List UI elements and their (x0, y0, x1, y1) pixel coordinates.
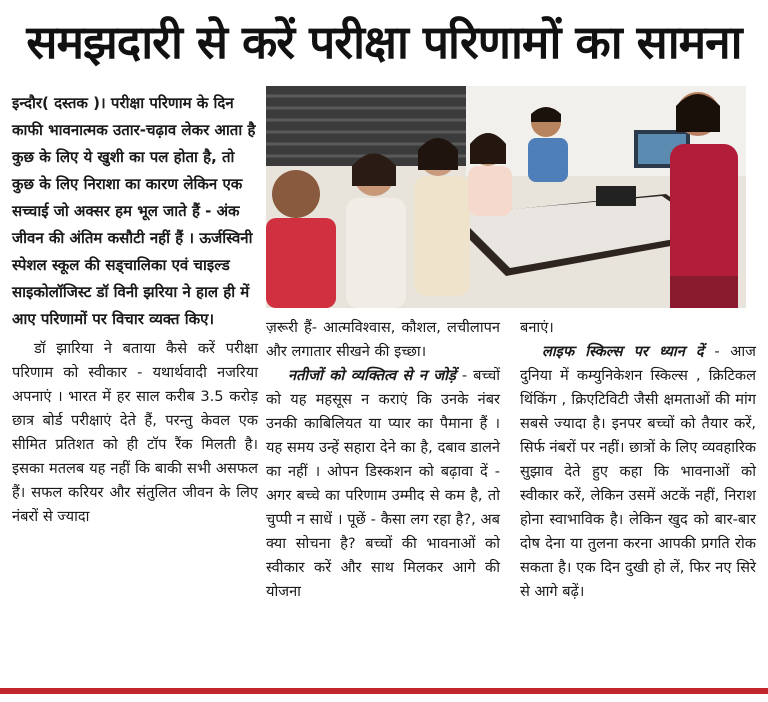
headline: समझदारी से करें परीक्षा परिणामों का सामना (26, 15, 742, 69)
column-1 (12, 90, 258, 529)
column-2-intro: ज़रूरी हैं- आत्मविश्वास, कौशल, लचीलापन और लगातार सीखने की इच्छा। (266, 319, 500, 360)
column-3-body: - आज दुनिया में कम्युनिकेशन स्किल्स , क्रिटिकल थिंकिंग , क्रिएटिविटी जैसी क्षमताओं की मांग सबसे ज्यादा है। इनपर बच्चों को तैयार करें, सिर्फ नंबरों पर नहीं। छात्रों के लिए व्यवहारिक सुझाव देते हुए कहा कि भावनाओं को स्वीकार करें, लेकिन उसमें अटकें नहीं, निराश होना स्वाभाविक है। लेकिन खुद को बार-बार दोष देना या तुलना करना आपकी प्रगति रोक सकता है। एक दिन दुखी हो लें, फिर नए सिरे से आगे बढ़ें। (520, 343, 756, 600)
column-1-body: डॉ झारिया ने बताया कैसे करें परीक्षा परिणाम को स्वीकार - यथार्थवादी नजरिया अपनाएं । भारत में हर साल करीब 3.5 करोड़ छात्र बोर्ड परीक्षाएं देते हैं, परन्तु केवल एक सीमित प्रतिशत को ही टॉप रैंक मिलती है। इसका मतलब यह नहीं कि बाकी सभी असफल हैं। सफल करियर और संतुलित जीवन के लिए नंबरों से ज्यादा (12, 340, 258, 525)
bottom-rule (0, 688, 768, 694)
news-photo (266, 86, 746, 308)
photo-illustration (266, 86, 746, 308)
column-2 (266, 316, 500, 604)
subheading-life-skills: लाइफ स्किल्स पर ध्यान दें (542, 343, 704, 360)
lead-paragraph: इन्दौर( दस्तक )। परीक्षा परिणाम के दिन काफी भावनात्मक उतार-चढ़ाव लेकर आता है कुछ के लिए ये खुशी का पल होता है, तो कुछ के लिए निराशा का कारण लेकिन एक सच्चाई जो अक्सर हम भूल जाते हैं - अंक जीवन की अंतिम कसौटी नहीं हैं । ऊर्जस्विनी स्पेशल स्कूल की सड्चालिका एवं चाइल्ड साइकोलॉजिस्ट डॉ विनी झरिया ने हाल ही में आए परिणामों पर विचार व्यक्त किए। (12, 94, 256, 328)
column-2-body: - बच्चों को यह महसूस न कराएं कि उनके नंबर उनकी काबिलियत या प्यार का पैमाना हैं । यह समय उन्हें सहारा देने का है, दबाव डालने का नहीं । ओपन डिस्कशन को बढ़ावा दें - अगर बच्चे का परिणाम उम्मीद से कम है, तो चुप्पी न साधें । पूछें - कैसा लग रहा है?, अब क्या सोचना है? बच्चों की भावनाओं को स्वीकार करें और साथ मिलकर आगे की योजना (266, 367, 500, 600)
column-2-paragraph (266, 364, 500, 604)
column-3 (520, 316, 756, 604)
subheading-personality: नतीजों को व्यक्तित्व से न जोड़ें (288, 367, 456, 384)
column-3-intro: बनाएं। (520, 319, 554, 336)
column-3-paragraph (520, 340, 756, 604)
